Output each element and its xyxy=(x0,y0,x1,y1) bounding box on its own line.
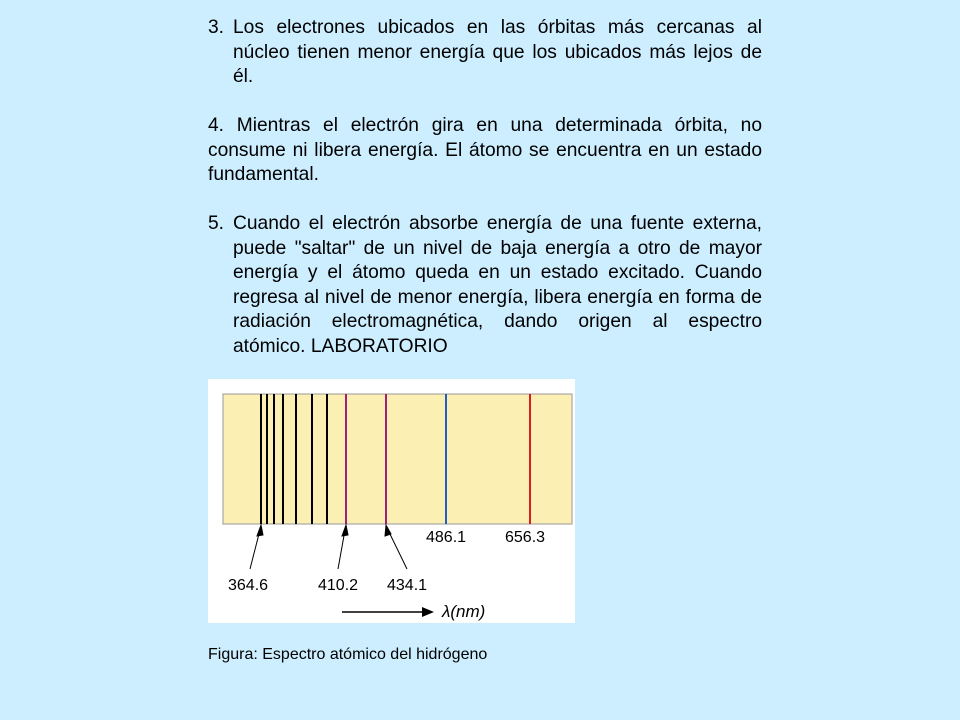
axis-arrow xyxy=(342,607,434,617)
text-block xyxy=(208,16,762,384)
spectrum-svg xyxy=(208,379,575,623)
wavelength-label: 364.6 xyxy=(228,577,269,594)
wavelength-label: 656.3 xyxy=(505,529,546,546)
item-text: Mientras el electrón gira en una determinada órbita, no consume ni libera energía. El átomo se encuentra en un estado fundamental. xyxy=(208,115,762,185)
spectrum-band xyxy=(223,394,572,524)
item-text: Cuando el electrón absorbe energía de una fuente externa, puede "saltar" de un nivel de baja energía a otro de mayor energía y el átomo queda en un estado excitado. Cuando regresa al nivel de menor energía, libera energía en forma de radiación electromagnética, dando origen al espectro atómico. LABORATORIO xyxy=(233,213,762,357)
list-item-5 xyxy=(208,212,762,359)
item-number: 3. xyxy=(208,17,225,38)
hydrogen-spectrum-figure xyxy=(208,379,575,623)
item-number: 5. xyxy=(208,213,225,234)
wavelength-label: 486.1 xyxy=(426,529,467,546)
wavelength-label: 410.2 xyxy=(318,577,359,594)
wavelength-label: 434.1 xyxy=(387,577,428,594)
list-item-4 xyxy=(208,114,762,188)
list-item-3 xyxy=(208,16,762,90)
axis-label: λ(nm) xyxy=(442,602,486,621)
figure-caption: Figura: Espectro atómico del hidrógeno xyxy=(208,646,488,663)
item-text: Los electrones ubicados en las órbitas más cercanas al núcleo tienen menor energía que los ubicados más lejos de él. xyxy=(233,17,762,87)
item-number: 4. xyxy=(208,115,225,136)
pointer-arrows xyxy=(250,525,407,569)
